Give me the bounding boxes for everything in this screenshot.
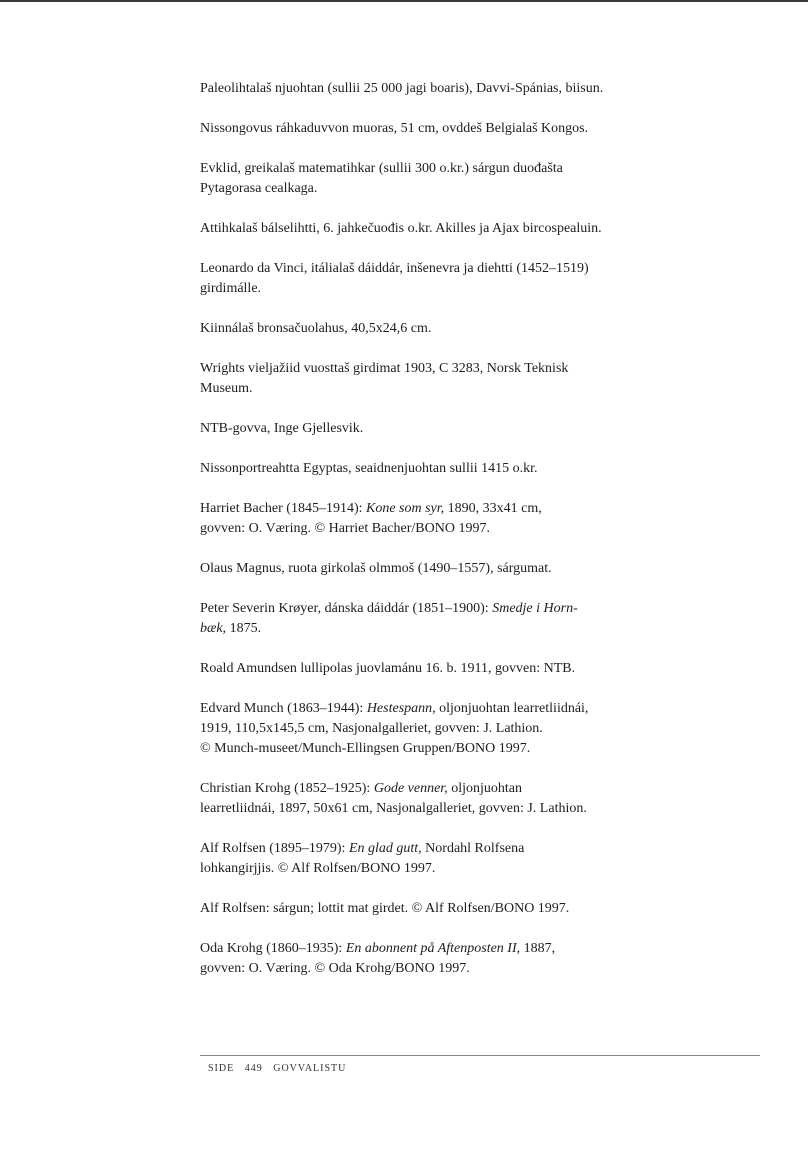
caption-text: Alf Rolfsen (1895–1979): [200,841,349,856]
caption-text: Oda Krohg (1860–1935): [200,941,346,956]
caption-text: Alf Rolfsen: sárgun; lottit mat girdet. © Alf Rolfsen/BONO 1997. [200,901,570,916]
caption-item [200,899,620,919]
caption-item [200,159,620,199]
caption-text: Nissonportreahtta Egyptas, seaidnenjuohtan sullii 1415 o.kr. [200,461,538,476]
caption-text: 1887, [520,941,556,956]
caption-text: 1875. [226,621,262,636]
caption-item [200,219,620,239]
caption-text: Christian Krohg (1852–1925): [200,781,374,796]
artwork-title: En glad gutt, [348,841,422,856]
caption-item [200,659,620,679]
caption-text: 1890, 33x41 cm, [444,501,542,516]
caption-item [200,699,620,759]
artwork-title: bæk, [200,621,227,636]
caption-text: Evklid, greikalaš matematihkar (sullii 300 o.kr.) sárgun duođašta Pytagorasa cealkaga. [200,161,563,196]
caption-item [200,559,620,579]
artwork-title: Hestespann, [366,701,436,716]
caption-list [200,79,620,999]
caption-text: Edvard Munch (1863–1944): [200,701,367,716]
caption-item [200,939,620,979]
footer-divider [200,1055,760,1056]
caption-text: Paleolihtalaš njuohtan (sullii 25 000 jagi boaris), Davvi-Spánias, biisun. [200,81,604,96]
caption-text: Olaus Magnus, ruota girkolaš olmmoš (1490–1557), sárgumat. [200,561,552,576]
caption-item [200,419,620,439]
top-border-line [0,0,808,2]
caption-text: NTB-govva, Inge Gjellesvik. [200,421,364,436]
caption-text: learretliidnái, 1897, 50x61 cm, Nasjonalgalleriet, govven: J. Lathion. [200,801,587,816]
caption-text: Roald Amundsen lullipolas juovlamánu 16. b. 1911, govven: NTB. [200,661,576,676]
caption-text: © Munch-museet/Munch-Ellingsen Gruppen/BONO 1997. [200,741,531,756]
caption-text: lohkangirjjis. © Alf Rolfsen/BONO 1997. [200,861,436,876]
caption-text: oljonjuohtan learretliidnái, [435,701,589,716]
artwork-title: Smedje i Horn- [492,601,578,616]
caption-item [200,359,620,399]
artwork-title: Kone som syr, [366,501,445,516]
caption-text: Attihkalaš bálselihtti, 6. jahkečuođis o.kr. Akilles ja Ajax bircospealuin. [200,221,602,236]
page-number: 449 [244,1063,263,1074]
caption-text: Nissongovus ráhkaduvvon muoras, 51 cm, ovddeš Belgialaš Kongos. [200,121,589,136]
caption-text: Nordahl Rolfsena [421,841,525,856]
caption-item [200,79,620,99]
caption-item [200,499,620,539]
artwork-title: Gode venner, [373,781,448,796]
artwork-title: En abonnent på Aftenposten II, [345,941,521,956]
caption-text: 1919, 110,5x145,5 cm, Nasjonalgalleriet, govven: J. Lathion. [200,721,543,736]
caption-text: Wrights vieljažiid vuosttaš girdimat 1903, C 3283, Norsk Teknisk Museum. [200,361,569,396]
caption-item [200,319,620,339]
caption-item [200,839,620,879]
footer-side-label: SIDE [208,1063,235,1074]
caption-text: Leonardo da Vinci, itálialaš dáiddár, inšenevra ja diehtti (1452–1519) girdimálle. [200,261,589,296]
page-footer [208,1063,346,1074]
caption-text: Peter Severin Krøyer, dánska dáiddár (1851–1900): [200,601,493,616]
caption-item [200,459,620,479]
caption-text: govven: O. Væring. © Oda Krohg/BONO 1997. [200,961,470,976]
footer-section-title: GOVVALISTU [273,1063,347,1074]
caption-item [200,779,620,819]
caption-text: Kiinnálaš bronsačuolahus, 40,5x24,6 cm. [200,321,432,336]
caption-text: Harriet Bacher (1845–1914): [200,501,366,516]
caption-text: govven: O. Væring. © Harriet Bacher/BONO 1997. [200,521,490,536]
caption-item [200,119,620,139]
caption-text: oljonjuohtan [447,781,522,796]
caption-item [200,259,620,299]
caption-item [200,599,620,639]
